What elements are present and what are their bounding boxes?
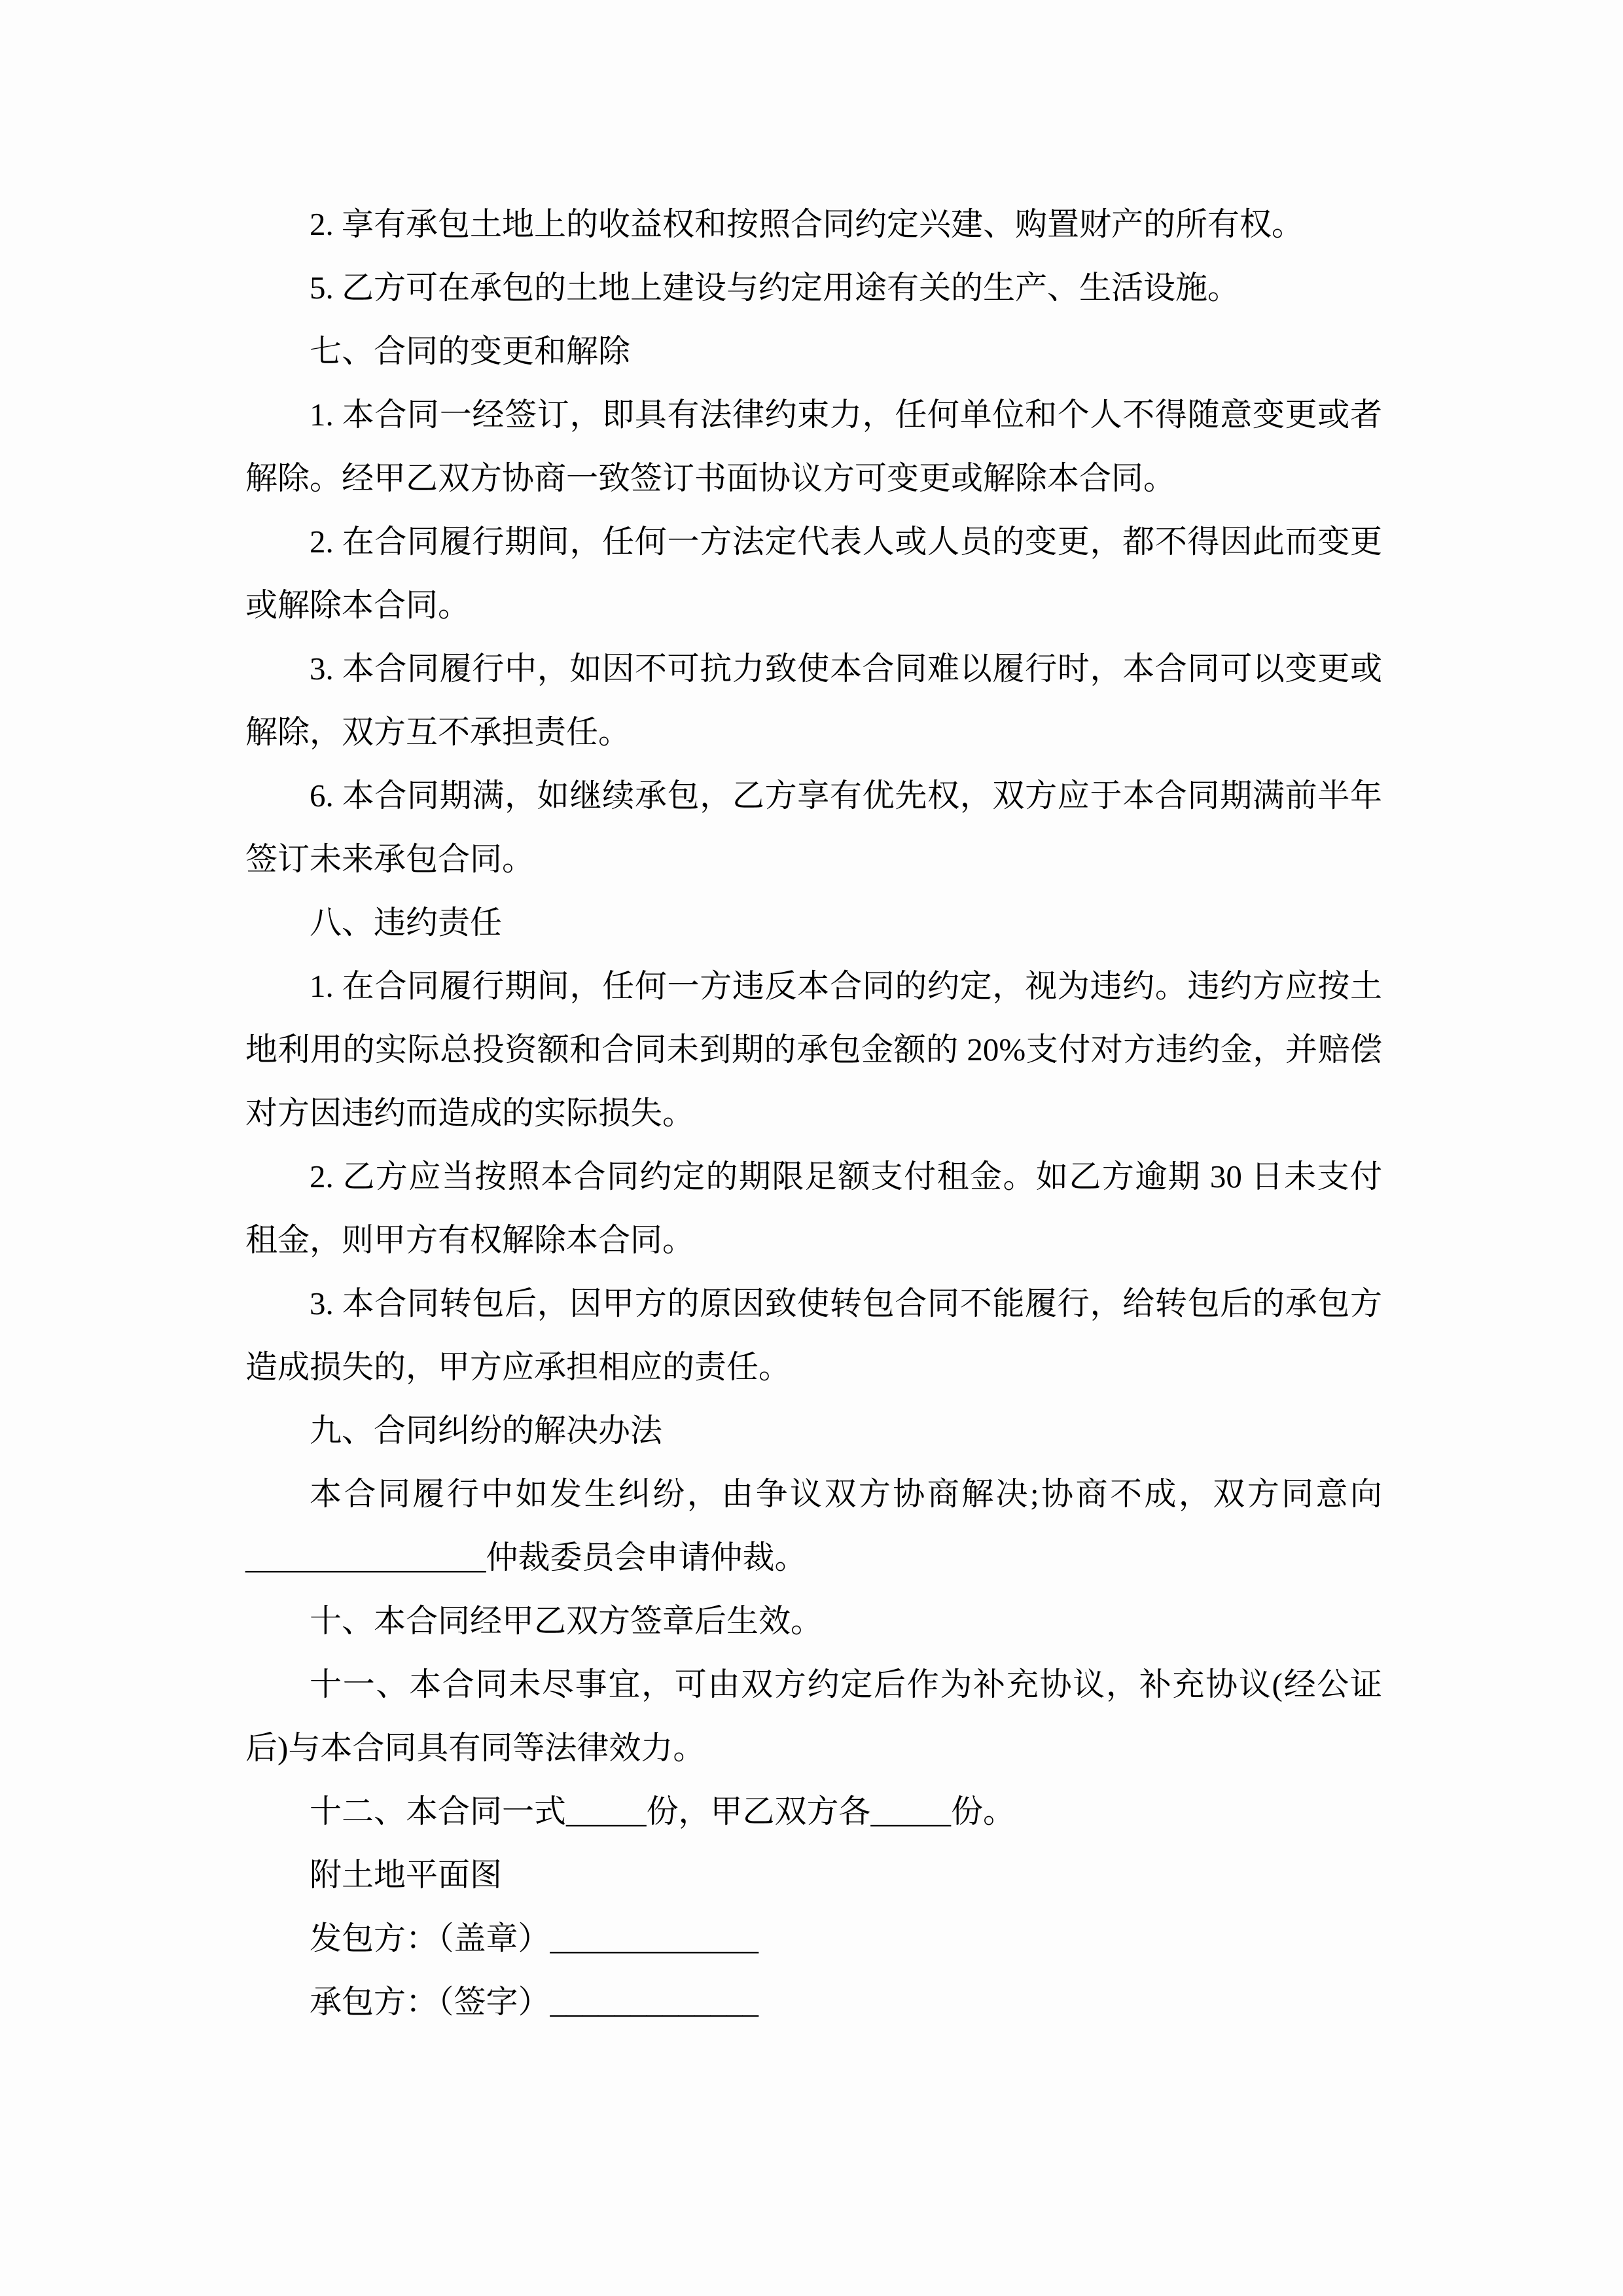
text-line: 本合同履行中如发生纠纷，由争议双方协商解决;协商不成，双方同意向: [310, 1476, 1382, 1512]
text-line: 十二、本合同一式_____份，甲乙双方各_____份。: [310, 1793, 1016, 1829]
text-line: 2. 享有承包土地上的收益权和按照合同约定兴建、购置财产的所有权。: [310, 206, 1304, 242]
text-line: 2. 乙方应当按照本合同约定的期限足额支付租金。如乙方逾期 30 日未支付: [310, 1158, 1382, 1194]
contract-text-block: [245, 192, 1382, 2034]
text-line: 七、合同的变更和解除: [310, 333, 631, 369]
text-line: 解除。经甲乙双方协商一致签订书面协议方可变更或解除本合同。: [245, 460, 1176, 496]
text-line: 发包方：（盖章）_____________: [310, 1920, 759, 1956]
text-line: 3. 本合同履行中，如因不可抗力致使本合同难以履行时，本合同可以变更或: [310, 651, 1382, 687]
text-line: 十一、本合同未尽事宜，可由双方约定后作为补充协议，补充协议(经公证: [310, 1666, 1382, 1702]
text-line: 后)与本合同具有同等法律效力。: [245, 1730, 705, 1766]
text-line: 签订未来承包合同。: [245, 841, 535, 877]
text-line: 2. 在合同履行期间，任何一方法定代表人或人员的变更，都不得因此而变更: [310, 524, 1382, 560]
text-line: 附土地平面图: [310, 1857, 503, 1893]
text-line: 租金，则甲方有权解除本合同。: [245, 1222, 695, 1258]
text-line: 对方因违约而造成的实际损失。: [245, 1095, 695, 1131]
text-line: 承包方：（签字）_____________: [310, 1984, 759, 2020]
text-line: 1. 在合同履行期间，任何一方违反本合同的约定，视为违约。违约方应按土: [310, 968, 1382, 1004]
text-line: 3. 本合同转包后，因甲方的原因致使转包合同不能履行，给转包后的承包方: [310, 1285, 1382, 1321]
text-line: 十、本合同经甲乙双方签章后生效。: [310, 1603, 823, 1639]
text-line: 1. 本合同一经签订，即具有法律约束力，任何单位和个人不得随意变更或者: [310, 397, 1382, 433]
text-line: 九、合同纠纷的解决办法: [310, 1412, 663, 1448]
text-line: _______________仲裁委员会申请仲裁。: [245, 1539, 807, 1575]
text-line: 地利用的实际总投资额和合同未到期的承包金额的 20%支付对方违约金，并赔偿: [245, 1031, 1382, 1067]
text-line: 5. 乙方可在承包的土地上建设与约定用途有关的生产、生活设施。: [310, 270, 1240, 306]
text-line: 6. 本合同期满，如继续承包，乙方享有优先权，双方应于本合同期满前半年: [310, 778, 1382, 814]
text-line: 八、违约责任: [310, 905, 503, 941]
text-line: 解除，双方互不承担责任。: [245, 714, 631, 750]
text-line: 或解除本合同。: [245, 587, 471, 623]
text-line: 造成损失的，甲方应承担相应的责任。: [245, 1349, 791, 1385]
